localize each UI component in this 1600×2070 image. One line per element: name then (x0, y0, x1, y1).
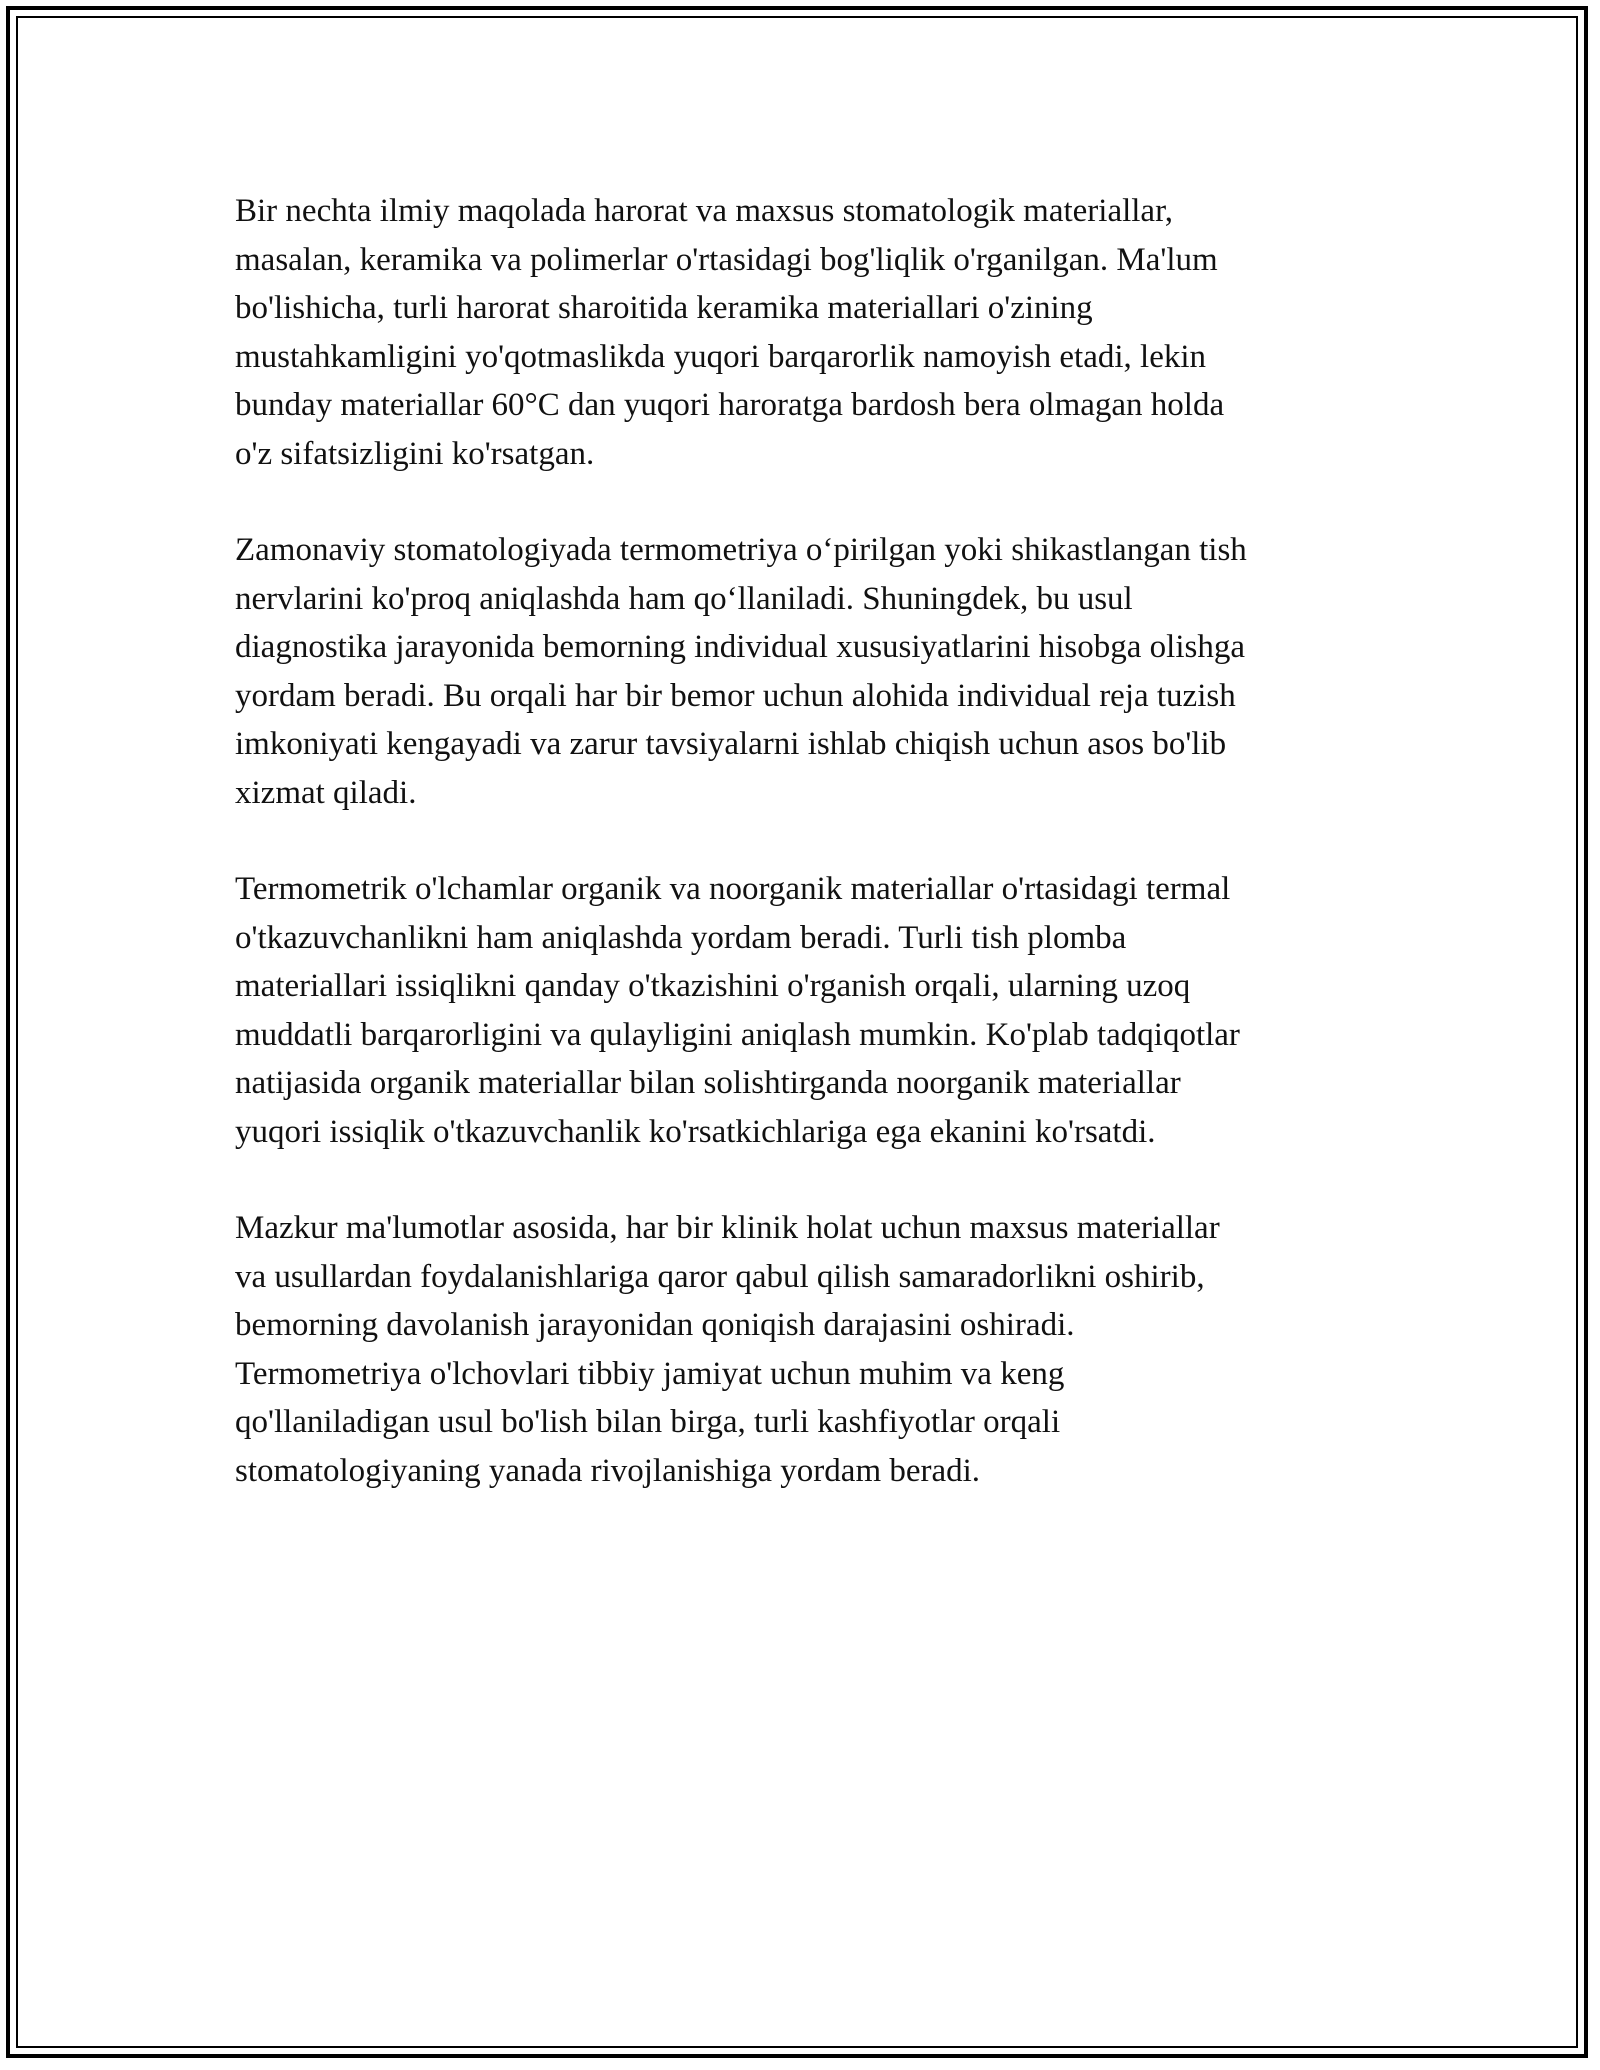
document-body (235, 187, 1370, 1543)
paragraph-3: Termometrik o'lchamlar organik va noorganik materiallar o'rtasidagi termal o'tkazuvchanlikni ham aniqlashda yordam beradi. Turli tish plomba materiallari issiqlikni qanday o'tkazishini o'rganish orqali, ularning uzoq muddatli barqarorligini va qulayligini aniqlash mumkin. Ko'plab tadqiqotlar natijasida organik materiallar bilan solishtirganda noorganik materiallar yuqori issiqlik o'tkazuvchanlik ko'rsatkichlariga ega ekanini ko'rsatdi. (235, 871, 1240, 1150)
paragraph-4: Mazkur ma'lumotlar asosida, har bir klinik holat uchun maxsus materiallar va usullardan foydalanishlariga qaror qabul qilish samaradorlikni oshirib, bemorning davolanish jarayonidan qoniqish darajasini oshiradi. Termometriya o'lchovlari tibbiy jamiyat uchun muhim va keng qo'llaniladigan usul bo'lish bilan birga, turli kashfiyotlar orqali stomatologiyaning yanada rivojlanishiga yordam beradi. (235, 1210, 1220, 1489)
paragraph-1: Bir nechta ilmiy maqolada harorat va maxsus stomatologik materiallar, masalan, keramika va polimerlar o'rtasidagi bog'liqlik o'rganilgan. Ma'lum bo'lishicha, turli harorat sharoitida keramika materiallari o'zining mustahkamligini yo'qotmaslikda yuqori barqarorlik namoyish etadi, lekin bunday materiallar 60°C dan yuqori haroratga bardosh bera olmagan holda o'z sifatsizligini ko'rsatgan. (235, 193, 1225, 472)
paragraph-2: Zamonaviy stomatologiyada termometriya o‘pirilgan yoki shikastlangan tish nervlarini ko'proq aniqlashda ham qo‘llaniladi. Shuningdek, bu usul diagnostika jarayonida bemorning individual xususiyatlarini hisobga olishga yordam beradi. Bu orqali har bir bemor uchun alohida individual reja tuzish imkoniyati kengayadi va zarur tavsiyalarni ishlab chiqish uchun asos bo'lib xizmat qiladi. (235, 532, 1247, 811)
